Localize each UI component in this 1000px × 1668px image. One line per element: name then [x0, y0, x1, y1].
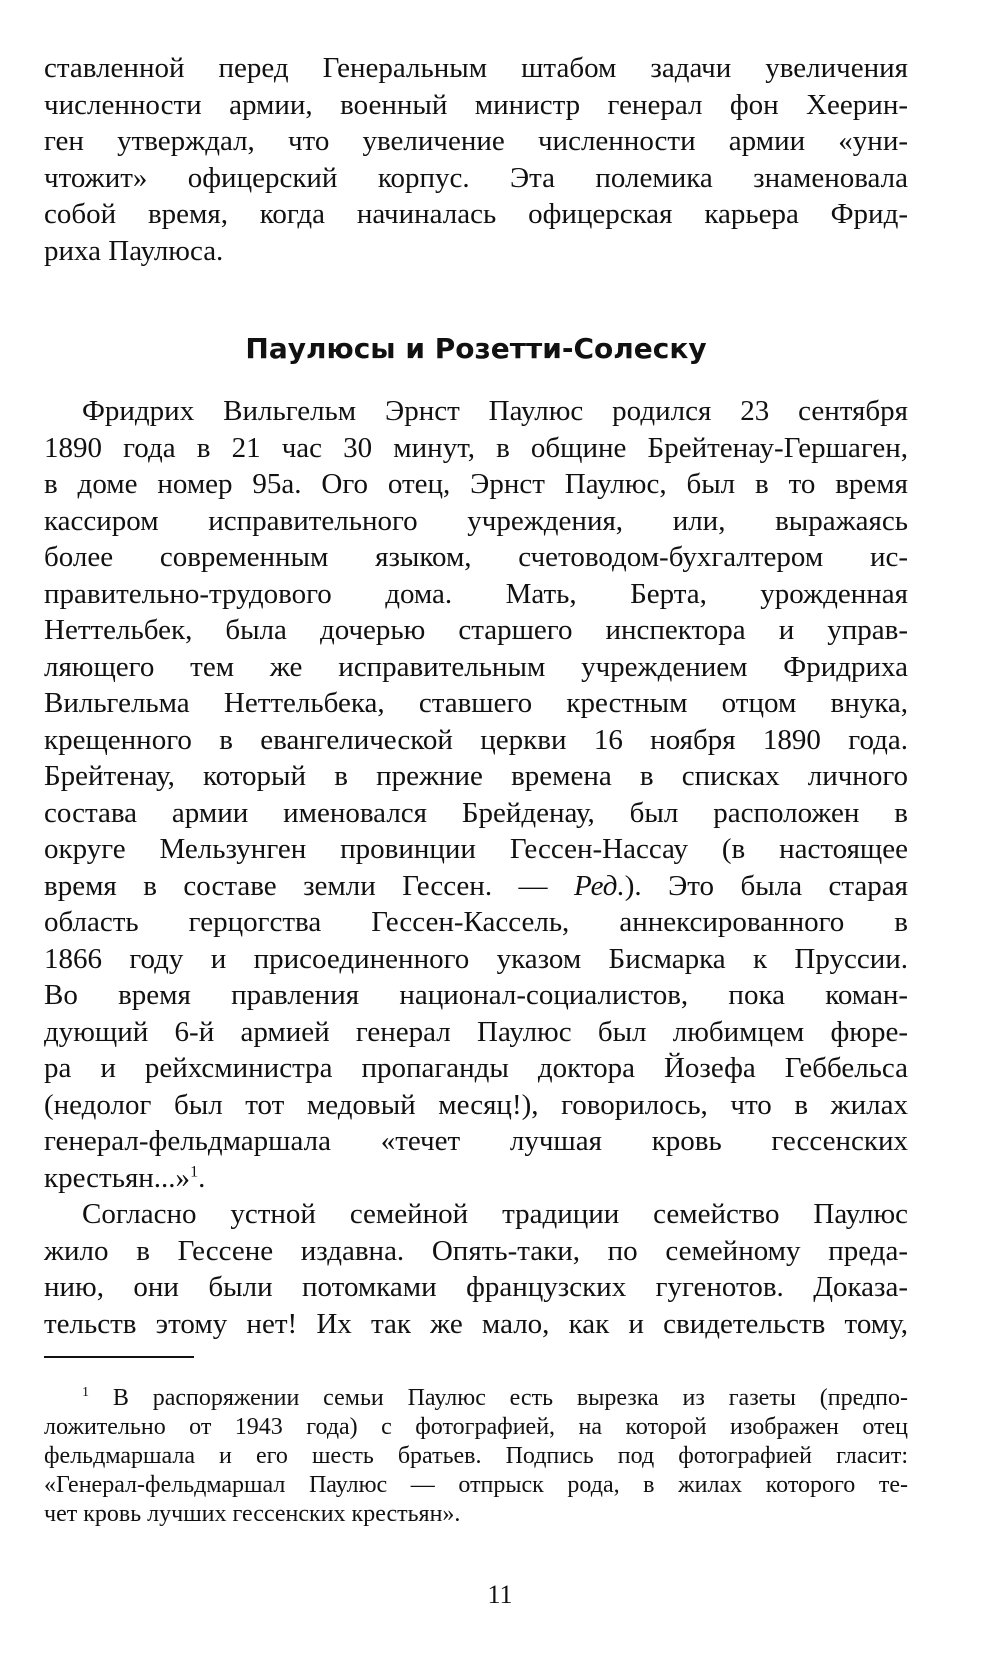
- text-line: Фридрих Вильгельм Эрнст Паулюс родился 23 сентября: [82, 395, 908, 427]
- paragraph-family-tradition: [44, 1196, 908, 1342]
- section-heading: Паулюсы и Розетти-Солеску: [245, 332, 707, 365]
- text-line-with-editor-note: [44, 868, 908, 905]
- text-line: численности армии, военный министр генерал фон Хеерин-: [44, 88, 908, 121]
- text-line: риха Паулюса.: [44, 234, 224, 267]
- line-text-before-note: время в составе земли Гессен. —: [44, 869, 574, 902]
- text-line: крестьян...»$^1$.: [44, 1161, 206, 1194]
- paragraph-birth: [44, 393, 908, 1196]
- last-line-text: крестьян...»: [44, 1161, 191, 1194]
- text-line: чтожит» офицерский корпус. Эта полемика знаменовала: [44, 161, 908, 194]
- editor-note-italic: Ред.: [573, 869, 625, 902]
- footnote-reference[interactable]: 1: [190, 1162, 199, 1180]
- footnote-line: «Генерал-фельдмаршал Паулюс — отпрыск рода, в жилах которого те-: [44, 1472, 908, 1498]
- text-line: генерал-фельдмаршала «течет лучшая кровь гессенских: [44, 1125, 908, 1157]
- text-line: нию, они были потомками французских гугенотов. Доказа-: [44, 1271, 908, 1303]
- text-line: (недолог был тот медовый месяц!), говорилось, что в жилах: [44, 1088, 908, 1121]
- footnote-marker: 1: [82, 1385, 89, 1400]
- footnote-line: ложительно от 1943 года) с фотографией, на которой изображен отец: [44, 1414, 908, 1440]
- text-line: более современным языком, счетоводом-бухгалтером ис-: [44, 541, 908, 573]
- text-line: тельств этому нет! Их так же мало, как и свидетельств тому,: [44, 1307, 908, 1340]
- text-line: Неттельбек, была дочерью старшего инспектора и управ-: [44, 614, 908, 646]
- intro-paragraph: [44, 50, 908, 269]
- text-line: Брейтенау, который в прежние времена в списках личного: [44, 760, 908, 792]
- text-line: состава армии именовался Брейденау, был расположен в: [44, 796, 908, 829]
- text-line: жило в Гессене издавна. Опять-таки, по семейному преда-: [44, 1234, 908, 1267]
- footnote-line: [44, 1384, 908, 1413]
- text-line: Согласно устной семейной традиции семейство Паулюс: [82, 1198, 908, 1230]
- text-line: ра и рейхсминистра пропаганды доктора Йозефа Геббельса: [44, 1052, 908, 1084]
- text-line: кассиром исправительного учреждения, или, выражаясь: [44, 504, 908, 537]
- text-line: правительно-трудового дома. Мать, Берта, урожденная: [44, 577, 908, 610]
- page-body: [44, 50, 908, 1529]
- text-line: 1866 году и присоединенного указом Бисмарка к Пруссии.: [44, 942, 908, 975]
- text-line: область герцогства Гессен-Кассель, аннексированного в: [44, 906, 908, 938]
- text-line: округе Мельзунген провинции Гессен-Нассау (в настоящее: [44, 833, 908, 865]
- footnote: [44, 1384, 908, 1529]
- line-text-after-note: ). Это была старая: [624, 869, 908, 902]
- text-line: собой время, когда начиналась офицерская карьера Фрид-: [44, 198, 908, 230]
- text-line: в доме номер 95а. Ого отец, Эрнст Паулюс, был в то время: [44, 468, 908, 500]
- text-line: Вильгельма Неттельбека, ставшего крестным отцом внука,: [44, 687, 908, 719]
- footnote-divider: [44, 1356, 194, 1358]
- text-line: Во время правления национал-социалистов, пока коман-: [44, 979, 908, 1011]
- text-line: дующий 6-й армией генерал Паулюс был любимцем фюре-: [44, 1015, 908, 1048]
- text-line: ген утверждал, что увеличение численности армии «уни-: [44, 125, 908, 157]
- text-line: ставленной перед Генеральным штабом задачи увеличения: [44, 52, 908, 84]
- page-number: 11: [487, 1580, 513, 1609]
- text-line: 1890 года в 21 час 30 минут, в общине Брейтенау-Гершаген,: [44, 431, 908, 464]
- text-line: ляющего тем же исправительным учреждением Фридриха: [44, 650, 908, 683]
- footnote-line: фельдмаршала и его шесть братьев. Подпись под фотографией гласит:: [44, 1443, 908, 1469]
- text-line: крещенного в евангелической церкви 16 ноября 1890 года.: [44, 723, 908, 756]
- footnote-first-line-text: В распоряжении семьи Паулюс есть вырезка из газеты (предпо-: [112, 1385, 908, 1411]
- footnote-line: чет кровь лучших гессенских крестьян».: [44, 1501, 461, 1527]
